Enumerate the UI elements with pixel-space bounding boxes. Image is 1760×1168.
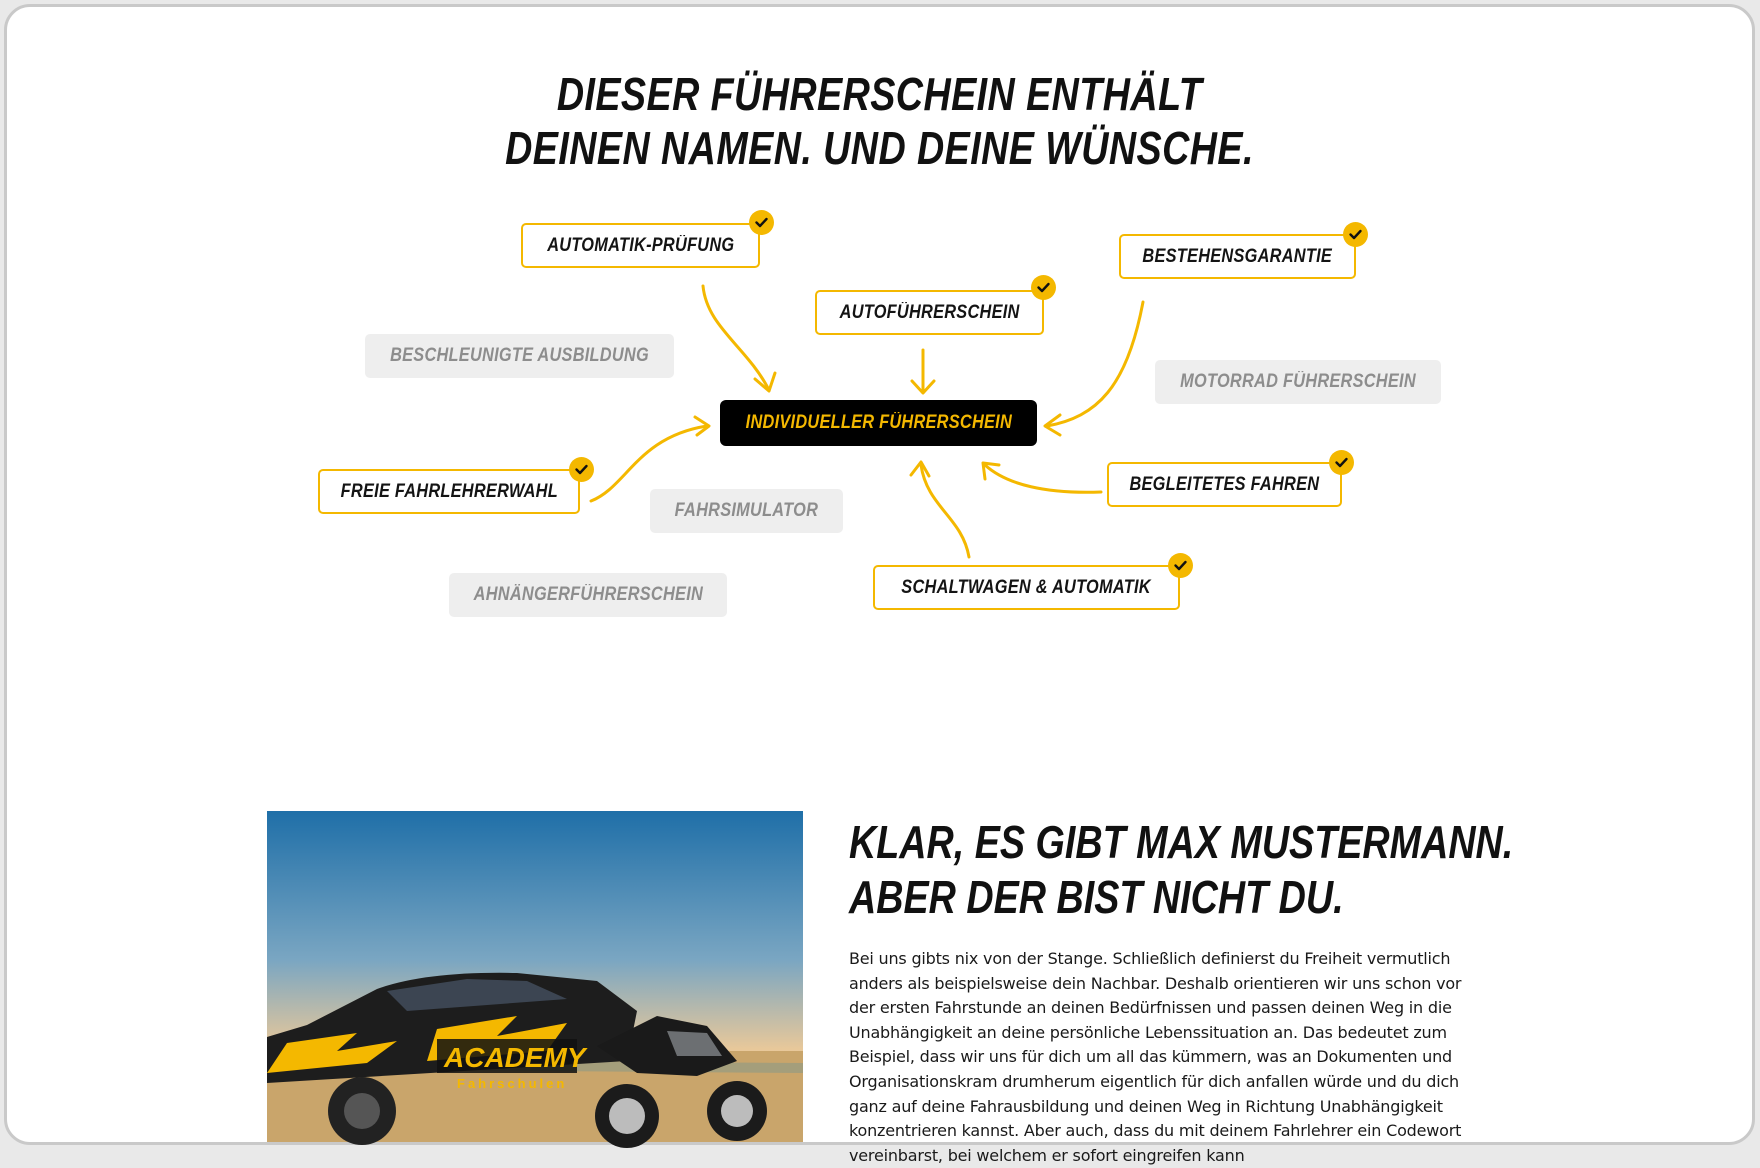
page-content: [7, 7, 1752, 1165]
option-chip-fahrsimulator[interactable]: FAHRSIMULATOR: [650, 489, 843, 533]
option-chip-autofuehrerschein[interactable]: AUTOFÜHRERSCHEIN: [815, 290, 1044, 335]
arrow-bestehensgarantie: [1047, 302, 1143, 426]
checkmark-icon: [1031, 275, 1056, 300]
section-body-text: Bei uns gibts nix von der Stange. Schließlich definierst du Freiheit vermutlich anders als beispielsweise dein Nachbar. Deshalb orientieren wir uns schon vor der ersten Fahrstunde an deinen Bedürfnissen und passen deinen Weg in die Unabhängigkeit an deine persönliche Lebenssituation an. Das bedeutet zum Beispiel, dass wir uns für dich um all das kümmern, was an Dokumenten und Organisationskram drumherum eigentlich für dich anfallen würde und du dich ganz auf deine Fahrausbildung und deinen Weg in Richtung Unabhängigkeit konzentrieren kannst. Aber auch, dass du mit deinem Fahrlehrer ein Codewort vereinbarst, bei welchem er sofort eingreifen kann: [849, 949, 1462, 1165]
car-brand-text: ACADEMY: [444, 1042, 586, 1073]
option-chip-schaltwagen-automatik[interactable]: SCHALTWAGEN & AUTOMATIK: [873, 565, 1180, 610]
headline-line-2: DEINEN NAMEN. UND DEINE WÜNSCHE.: [505, 122, 1254, 174]
car-sub-text: Fahrschulen: [457, 1076, 568, 1091]
center-chip-individueller-fuehrerschein: INDIVIDUELLER FÜHRERSCHEIN: [720, 400, 1037, 446]
option-chip-begleitetes-fahren[interactable]: BEGLEITETES FAHREN: [1107, 462, 1342, 507]
academy-car-photo: [267, 811, 803, 1142]
option-chip-automatik-pruefung[interactable]: AUTOMATIK-PRÜFUNG: [521, 223, 760, 268]
checkmark-icon: [1343, 222, 1368, 247]
arrow-schaltwagen-automatik: [921, 465, 969, 557]
section-subheadline: [849, 815, 1514, 925]
option-chip-freie-fahrlehrerwahl[interactable]: FREIE FAHRLEHRERWAHL: [318, 469, 580, 514]
arrow-automatik-pruefung: [703, 286, 769, 390]
headline-line-1: DIESER FÜHRERSCHEIN ENTHÄLT: [556, 68, 1203, 120]
option-chip-motorrad-fuehrerschein[interactable]: MOTORRAD FÜHRERSCHEIN: [1155, 360, 1441, 404]
option-chip-bestehensgarantie[interactable]: BESTEHENSGARANTIE: [1119, 234, 1356, 279]
option-chip-beschleunigte-ausbildung[interactable]: BESCHLEUNIGTE AUSBILDUNG: [365, 334, 674, 378]
checkmark-icon: [1168, 553, 1193, 578]
checkmark-icon: [749, 210, 774, 235]
page-frame: [4, 4, 1755, 1165]
arrowhead-schaltwagen-automatik: [911, 462, 929, 476]
car-motorcycle-illustration: [267, 811, 803, 1142]
option-chip-ahnaengerfuehrerschein[interactable]: AHNÄNGERFÜHRERSCHEIN: [449, 573, 727, 617]
subheadline-line-1: KLAR, ES GIBT MAX MUSTERMANN.: [849, 816, 1514, 868]
arrow-begleitetes-fahren: [985, 465, 1101, 492]
license-options-diagram: [7, 7, 1752, 707]
subheadline-line-2: ABER DER BIST NICHT DU.: [849, 871, 1344, 923]
checkmark-icon: [1329, 450, 1354, 475]
checkmark-icon: [569, 457, 594, 482]
